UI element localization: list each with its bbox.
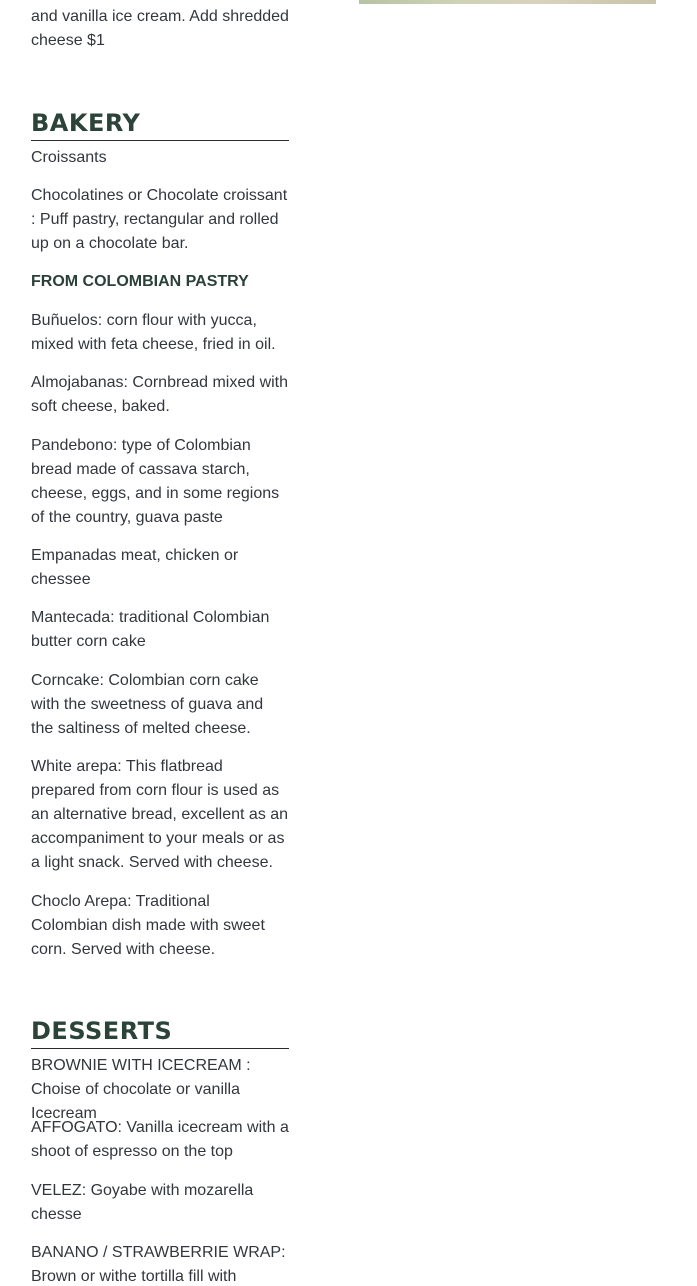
previous-item-line-1: and vanilla ice cream. Add shredded — [31, 8, 289, 25]
bakery-item-mantecada: Mantecada: traditional Colombian butter corn cake — [31, 609, 270, 650]
bakery-item-corncake: Corncake: Colombian corn cake with the sweetness of guava and the saltiness of melted cheese. — [31, 672, 264, 737]
bakery-item-pandebono: Pandebono: type of Colombian bread made of cassava starch, cheese, eggs, and in some regions of the country, guava paste — [31, 437, 280, 526]
bakery-item-choclo-arepa: Choclo Arepa: Traditional Colombian dish made with sweet corn. Served with cheese. — [31, 893, 265, 958]
desserts-heading: DESSERTS — [31, 1017, 173, 1045]
bakery-item-croissants: Croissants — [31, 149, 107, 166]
dessert-item-affogato: AFFOGATO: Vanilla icecream with a shoot of espresso on the top — [31, 1119, 289, 1160]
previous-item-text — [31, 5, 289, 53]
dessert-item-wrap: BANANO / STRAWBERRIE WRAP: Brown or withe tortilla fill with — [31, 1244, 286, 1285]
desserts-divider — [31, 1048, 289, 1049]
dessert-item-brownie: BROWNIE WITH ICECREAM : Choise of chocolate or vanilla Icecream — [31, 1057, 251, 1122]
bakery-subheading-colombian-pastry: FROM COLOMBIAN PASTRY — [31, 273, 249, 290]
bakery-item-bunuelos: Buñuelos: corn flour with yucca, mixed with feta cheese, fried in oil. — [31, 312, 276, 353]
bakery-item-white-arepa: White arepa: This flatbread prepared from corn flour is used as an alternative bread, excellent as an accompaniment to your meals or as a light snack. Served with cheese. — [31, 758, 289, 871]
bakery-item-chocolatines: Chocolatines or Chocolate croissant : Puff pastry, rectangular and rolled up on a chocolate bar. — [31, 187, 288, 252]
dessert-item-velez: VELEZ: Goyabe with mozarella chesse — [31, 1182, 254, 1223]
previous-item-line-2: cheese $1 — [31, 32, 105, 49]
bakery-divider — [31, 140, 289, 141]
bakery-heading: BAKERY — [31, 109, 141, 137]
food-photo — [359, 0, 656, 4]
bakery-item-empanadas: Empanadas meat, chicken or chessee — [31, 547, 239, 588]
bakery-item-almojabanas: Almojabanas: Cornbread mixed with soft cheese, baked. — [31, 374, 289, 415]
